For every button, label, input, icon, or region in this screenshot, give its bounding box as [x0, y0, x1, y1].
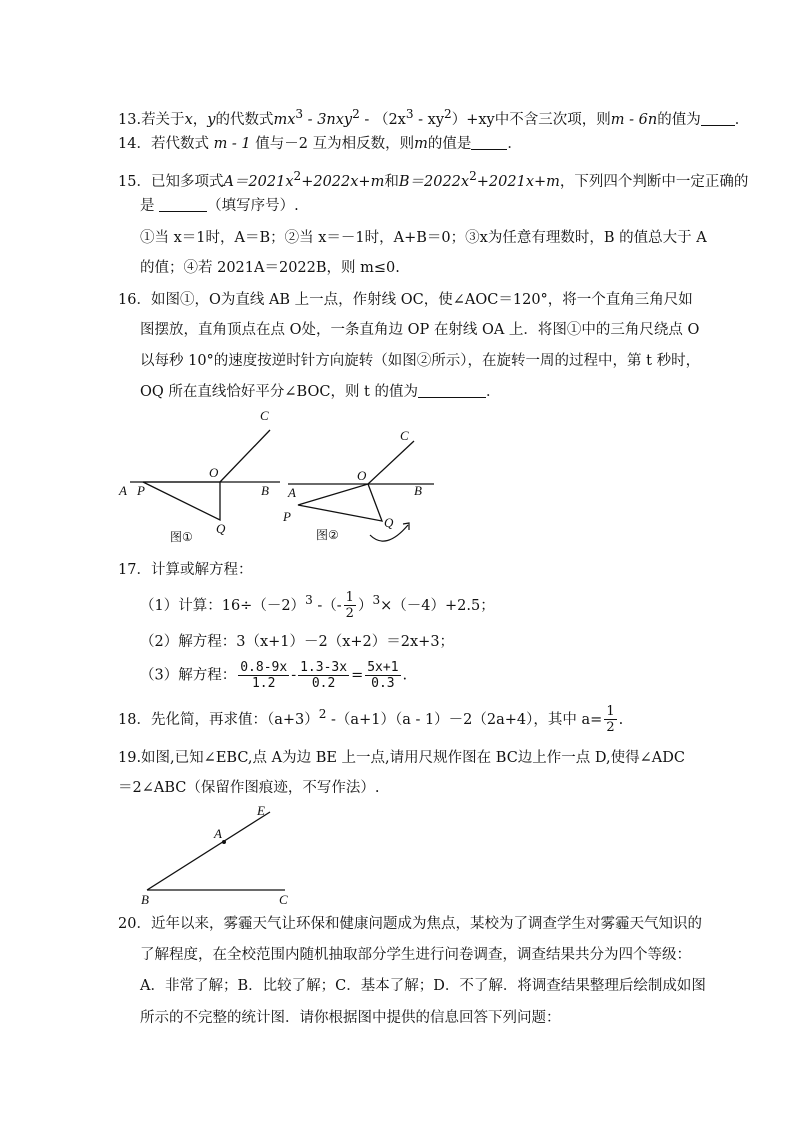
question-20-line2: 了解程度，在全校范围内随机抽取部分学生进行问卷调查，调查结果共分为四个等级： — [140, 947, 691, 963]
question-15-line1: 15．已知多项式$A=2021x^2+2022x+m$和$B=2022x^2+2021x+m$，下列四个判断中一定正确的 — [118, 169, 749, 190]
question-16-line4: OQ 所在直线恰好平分∠BOC，则 t 的值为 ． — [140, 384, 501, 400]
question-15-line3: ①当 x＝1时，A＝B；②当 x＝－1时，A+B＝0；③x为任意有理数时，B 的值总大于 A — [140, 230, 707, 246]
fig2-label-B: B — [414, 483, 422, 498]
question-19-line2: ＝2∠ABC（保留作图痕迹，不写作法）. — [118, 780, 380, 796]
question-13: 13.若关于x，y的代数式$mx^3 - 3nxy^2 - (2x^3 - xy^2)+xy$中不含三次项，则m - 6n的值为 ． — [118, 107, 750, 128]
fig2-label-O: O — [357, 468, 367, 483]
fig1-label-Q: Q — [216, 521, 226, 536]
answer-blank-14[interactable] — [471, 135, 507, 150]
label-C: C — [279, 892, 288, 907]
answer-blank-16[interactable] — [418, 383, 486, 398]
question-20-line1: 20．近年以来，雾霾天气让环保和健康问题成为焦点，某校为了调查学生对雾霾天气知识的 — [118, 916, 702, 932]
question-16-line2: 图摆放，直角顶点在点 O处，一条直角边 OP 在射线 OA 上．将图①中的三角尺绕点 O — [140, 322, 700, 338]
question-15-line2: 是 （填写序号）. — [140, 198, 299, 214]
fig2-label-C: C — [400, 428, 409, 443]
question-17-part2: （2）解方程：3（x+1）－2（x+2）＝2x+3； — [140, 634, 455, 650]
fig1-label-B: B — [261, 483, 269, 498]
answer-blank-15[interactable] — [159, 197, 207, 212]
question-17-part3: （3）解方程： $\frac{0.8-9x}{1.2}$ - $\frac{1.3-3x}{0.2}$ = $\frac{5x+1}{0.3}$ . — [140, 660, 408, 691]
question-19-line1: 19.如图,已知∠EBC,点 A为边 BE 上一点,请用尺规作图在 BC边上作一点 D,使得∠ADC — [118, 750, 685, 766]
label-A: A — [214, 826, 222, 841]
question-20-line4: 所示的不完整的统计图．请你根据图中提供的信息回答下列问题： — [140, 1010, 561, 1026]
fig1-label-A: A — [119, 483, 127, 498]
question-16-line1: 16．如图①，O为直线 AB 上一点，作射线 OC，使∠AOC＝120°，将一个直角三角尺如 — [118, 292, 693, 308]
fig2-label-P: P — [283, 509, 291, 524]
question-17-part1: （1）计算：$16\div(-2)^3$ -（- $\frac{1}{2}$ ）$^3$×（－4）+2.5； — [140, 590, 495, 622]
fig1-label-O: O — [209, 465, 219, 480]
question-18: 18．先化简，再求值：$(a+3)^2$ -（a+1）（a - 1）－2（2a+4），其中 a= $\frac{1}{2}$ . — [118, 704, 624, 736]
question-16-line3: 以每秒 10°的速度按逆时针方向旋转（如图②所示），在旋转一周的过程中，第 t 秒时， — [140, 353, 701, 369]
fig1-caption: 图① — [170, 530, 193, 544]
fig1-label-C: C — [260, 408, 269, 423]
answer-blank-13[interactable] — [701, 111, 735, 126]
label-B: B — [141, 892, 149, 907]
figure-angle-EBC — [135, 800, 305, 910]
fig2-caption: 图② — [316, 528, 339, 542]
question-14: 14．若代数式 m - 1 值与－2 互为相反数，则m的值是 ． — [118, 136, 522, 152]
figure-2 — [278, 425, 438, 550]
question-20-line3: A．非常了解；B．比较了解；C．基本了解；D．不了解．将调查结果整理后绘制成如图 — [140, 978, 706, 994]
fig1-label-P: P — [137, 483, 145, 498]
figure-1 — [115, 405, 285, 545]
question-17-title: 17．计算或解方程： — [118, 562, 253, 578]
question-15-line4: 的值；④若 2021A＝2022B，则 m≤0. — [140, 260, 400, 276]
fig2-label-A: A — [288, 485, 296, 500]
fig2-label-Q: Q — [384, 515, 394, 530]
label-E: E — [257, 803, 265, 818]
